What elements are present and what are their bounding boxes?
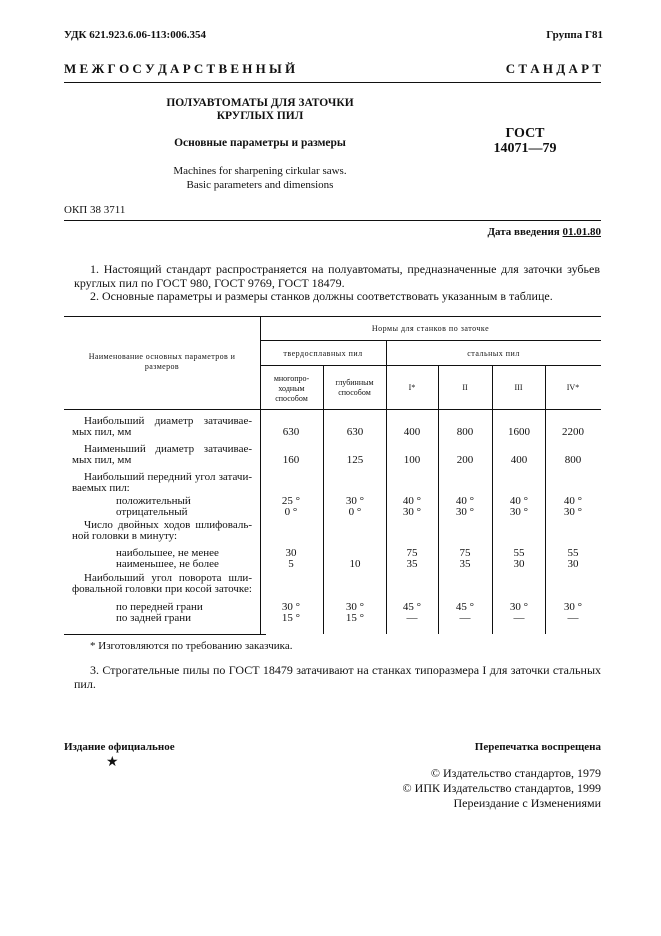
banner-word-standard: С Т А Н Д А Р Т xyxy=(505,61,601,76)
table-cell: 75 xyxy=(406,547,418,559)
table-cell: 160 xyxy=(282,454,300,466)
paragraph-3: 3. Строгательные пилы по ГОСТ 18479 затачивают на станках типоразмера I для заточки стальных пил. xyxy=(74,663,601,691)
table-cell: 30 ° xyxy=(563,601,583,613)
table-row-label: наименьшее, не более xyxy=(116,558,219,570)
subheader-size-1: I* xyxy=(408,383,416,392)
table-cell: 400 xyxy=(510,454,528,466)
table-cell: 400 xyxy=(403,426,421,438)
table-cell: 30 ° xyxy=(402,506,422,518)
table-cell: 630 xyxy=(346,426,364,438)
table-row-label: Наибольший угол поворота шли-фовальной головки при косой заточке: xyxy=(72,572,252,595)
steel-saws-header: стальных пил xyxy=(467,349,520,358)
table-cell: 40 ° xyxy=(563,495,583,507)
english-title-line-1: Machines for sharpening cirkular saws. xyxy=(173,165,347,177)
table-cell: 40 ° xyxy=(509,495,529,507)
reprint-prohibited: Перепечатка воспрещена xyxy=(474,741,601,753)
table-cell: 100 xyxy=(403,454,421,466)
subheader-size-2: II xyxy=(462,383,468,392)
table-cell: 35 xyxy=(406,558,418,570)
table-cell: 0 ° xyxy=(348,506,362,518)
table-cell: 2200 xyxy=(562,426,584,438)
table-cell: 1600 xyxy=(508,426,530,438)
norms-header: Нормы для станков по заточке xyxy=(371,324,490,333)
subheader-deep: глубинным способом xyxy=(335,378,374,397)
okp-code: ОКП 38 3711 xyxy=(64,204,126,216)
table-cell: 40 ° xyxy=(455,495,475,507)
document-subtitle: Основные параметры и размеры xyxy=(174,137,346,149)
table-row-label: по передней грани xyxy=(116,601,203,613)
table-cell: 55 xyxy=(513,547,525,559)
table-cell: 30 ° xyxy=(563,506,583,518)
table-cell: 30 xyxy=(567,558,579,570)
table-cell: 125 xyxy=(346,454,364,466)
table-cell: 25 ° xyxy=(281,495,301,507)
gost-label: ГОСТ xyxy=(505,126,545,141)
table-cell: 30 xyxy=(513,558,525,570)
document-title xyxy=(120,97,400,123)
table-bottom-rule xyxy=(64,634,266,635)
copyright-1999: © ИПК Издательство стандартов, 1999 xyxy=(402,781,601,795)
table-row-label: Наибольший диаметр затачивае-мых пил, мм xyxy=(72,415,252,438)
title-line-2: КРУГЛЫХ ПИЛ xyxy=(216,110,304,122)
middle-rule xyxy=(64,220,601,221)
parameters-table xyxy=(64,316,601,636)
table-cell: 30 ° xyxy=(345,495,365,507)
table-row-label: Число двойных ходов шлифоваль-ной головки в минуту: xyxy=(72,519,252,542)
table-cell: 15 ° xyxy=(345,612,365,624)
table-cell: — xyxy=(406,612,418,624)
table-cell: 75 xyxy=(459,547,471,559)
table-cell: 800 xyxy=(564,454,582,466)
table-cell: 630 xyxy=(282,426,300,438)
top-rule xyxy=(64,82,601,83)
table-cell: 30 ° xyxy=(509,506,529,518)
english-title-line-2: Basic parameters and dimensions xyxy=(186,179,334,191)
copyright-block xyxy=(403,766,601,811)
table-cell: — xyxy=(513,612,525,624)
group-code: Группа Г81 xyxy=(546,29,603,41)
param-column-header: Наименование основных параметров и размеров xyxy=(88,352,236,371)
standard-banner xyxy=(64,61,601,77)
table-cell: 15 ° xyxy=(281,612,301,624)
table-cell: 45 ° xyxy=(402,601,422,613)
official-edition: Издание официальное xyxy=(64,741,175,753)
table-cell: 0 ° xyxy=(284,506,298,518)
table-cell: 800 xyxy=(456,426,474,438)
subheader-size-3: III xyxy=(514,383,523,392)
reissue-note: Переиздание с Изменениями xyxy=(453,796,601,810)
title-line-1: ПОЛУАВТОМАТЫ ДЛЯ ЗАТОЧКИ xyxy=(166,97,354,109)
table-cell: 30 ° xyxy=(281,601,301,613)
table-cell: 5 xyxy=(288,558,294,570)
table-cell: 30 ° xyxy=(345,601,365,613)
banner-word-interstate: М Е Ж Г О С У Д А Р С Т В Е Н Н Ы Й xyxy=(64,61,296,76)
table-row-label: наибольшее, не менее xyxy=(116,547,219,559)
effective-date-value: 01.01.80 xyxy=(562,226,601,238)
subheader-multipass: многопро-ходным способом xyxy=(273,374,310,403)
table-row-label: по задней грани xyxy=(116,612,192,624)
table-body xyxy=(64,316,601,634)
paragraph-2: 2. Основные параметры и размеры станков должны соответствовать указанным в таблице. xyxy=(90,289,553,303)
table-cell: — xyxy=(567,612,579,624)
table-cell: 30 xyxy=(285,547,297,559)
table-cell: 30 ° xyxy=(509,601,529,613)
table-cell: — xyxy=(459,612,471,624)
subheader-size-4: IV* xyxy=(566,383,580,392)
effective-date-label: Дата введения xyxy=(487,226,560,238)
table-row-label: Наименьший диаметр затачивае-мых пил, мм xyxy=(72,443,252,466)
table-cell: 45 ° xyxy=(455,601,475,613)
table-row-label: Наибольший передний угол затачи-ваемых пил: xyxy=(72,471,252,494)
hard-saws-header: твердосплавных пил xyxy=(283,349,363,358)
star-icon: ★ xyxy=(106,755,119,770)
gost-code: 14071—79 xyxy=(493,141,557,156)
footnote: * Изготовляются по требованию заказчика. xyxy=(90,640,293,652)
gost-number xyxy=(480,126,570,156)
copyright-1979: © Издательство стандартов, 1979 xyxy=(430,766,601,780)
table-cell: 40 ° xyxy=(402,495,422,507)
table-row-label: положительный xyxy=(116,495,191,507)
english-title xyxy=(120,164,400,192)
table-cell: 200 xyxy=(456,454,474,466)
table-cell: 35 xyxy=(459,558,471,570)
paragraph-1: 1. Настоящий стандарт распространяется на полуавтоматы, предназначенные для заточки зубьев круглых пил по ГОСТ 980, ГОСТ 9769, ГОСТ 18479. xyxy=(74,262,600,290)
udk-code: УДК 621.923.6.06-113:006.354 xyxy=(64,29,206,41)
effective-date xyxy=(487,226,601,238)
table-row-label: отрицательный xyxy=(116,506,188,518)
table-cell: 55 xyxy=(567,547,579,559)
table-cell: 10 xyxy=(349,558,361,570)
table-cell: 30 ° xyxy=(455,506,475,518)
